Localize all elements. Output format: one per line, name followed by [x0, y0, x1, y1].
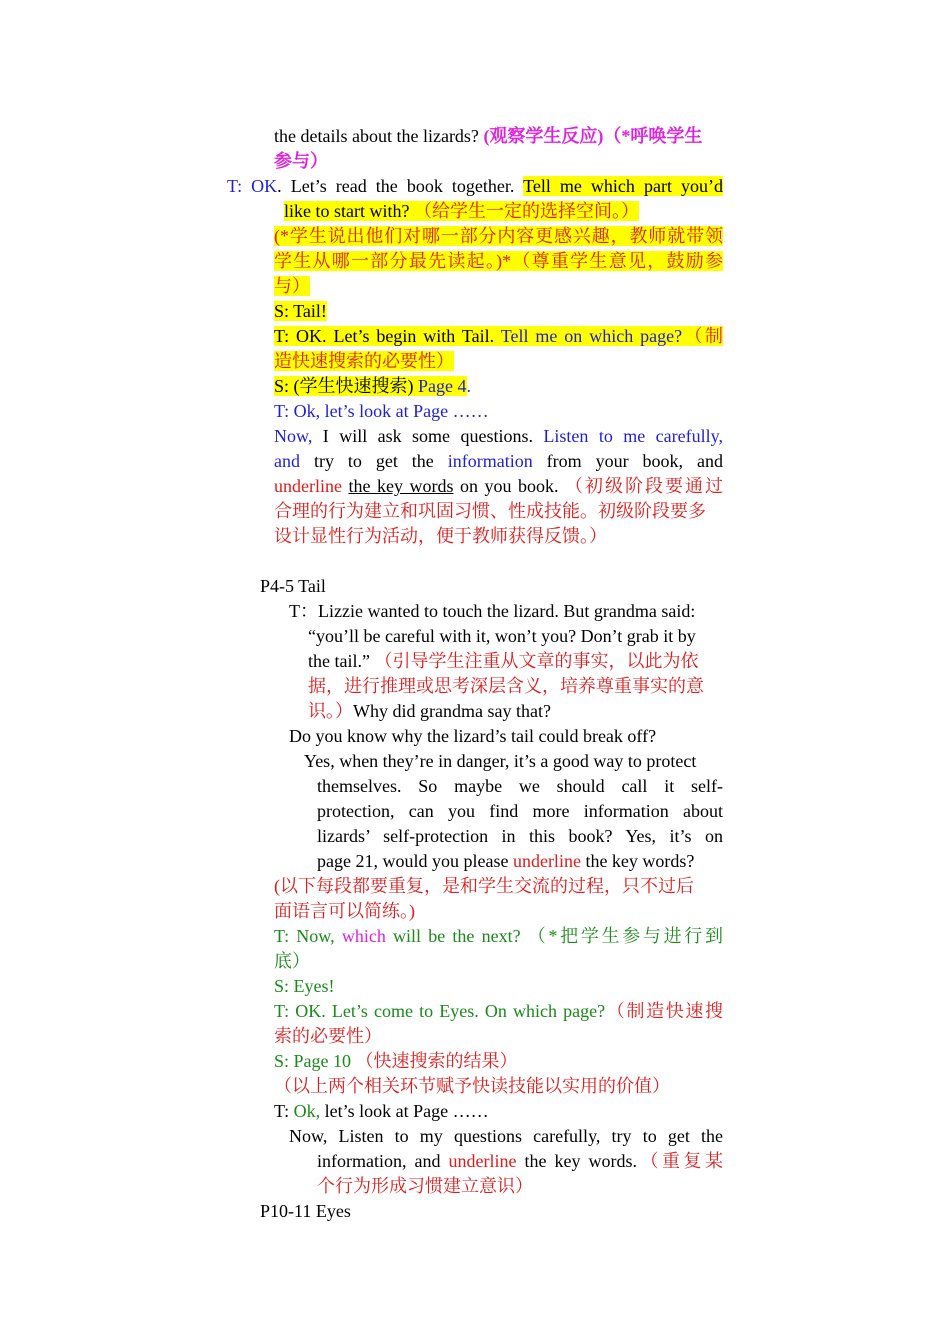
student-response: S: Page 10 [274, 1051, 356, 1071]
text-run: the key words. [516, 1151, 637, 1171]
annotation-note: （尊重学生意见，鼓励参 [511, 251, 723, 271]
text-run: page 21, would you please [317, 851, 513, 871]
text-line [274, 924, 723, 949]
text-run: Listen to me carefully, [543, 426, 723, 446]
text-run: T: Now, [274, 926, 342, 946]
text-line: T：Lizzie wanted to touch the lizard. But grandma said: [289, 601, 696, 621]
text-run: information, and [317, 1151, 449, 1171]
section-heading: P10-11 Eyes [260, 1201, 351, 1221]
text-line [284, 199, 639, 224]
text-run: the details about the lizards? [274, 126, 484, 146]
annotation-note: （制造快速搜 [605, 1001, 724, 1021]
text-run: on you book. [453, 476, 565, 496]
text-run: the tail.” [308, 651, 375, 671]
text-line [308, 649, 698, 674]
text-run: Now, [274, 426, 323, 446]
text-run: underline [274, 476, 342, 496]
text-line [274, 324, 723, 349]
annotation-note: (观察学生反应)（*呼唤学生 [483, 126, 703, 146]
highlighted-text: Tell me which part you’d [523, 176, 723, 196]
student-response: S: Tail! [274, 301, 327, 321]
highlighted-text: like to start with? [284, 201, 414, 221]
text-line [274, 349, 454, 374]
text-run: information [447, 451, 533, 471]
text-line [274, 274, 310, 299]
text-run: T: [274, 1101, 294, 1121]
text-line: “you’ll be careful with it, won’t you? Don’t grab it by [308, 626, 696, 646]
annotation-note: （给学生一定的选择空间。） [413, 201, 639, 221]
text-run: let’s look at Page …… [320, 1101, 489, 1121]
annotation-note: 参与） [274, 151, 328, 171]
text-run: . Let’s read the book together. [277, 176, 524, 196]
annotation-note: （初级阶段要通过 [565, 476, 724, 496]
annotation-note: 设计显性行为活动，便于教师获得反馈。） [274, 526, 607, 546]
text-line: T: Ok, let’s look at Page …… [274, 401, 489, 421]
annotation-note: (*学生说出他们对哪一部分内容更感兴趣，教师就带领 [274, 226, 723, 246]
text-run: underline [448, 1151, 517, 1171]
annotation-note: 合理的行为建立和巩固习惯、性成技能。初级阶段要多 [274, 501, 706, 521]
annotation-note: （引导学生注重从文章的事实，以此为依 [374, 651, 699, 671]
annotation-note: 面语言可以简练。) [274, 901, 415, 921]
text-run: underline [512, 851, 581, 871]
annotation-note: 个行为形成习惯建立意识） [317, 1176, 533, 1196]
text-line [274, 299, 327, 324]
text-run: and [274, 451, 300, 471]
annotation-note: （制 [682, 326, 723, 346]
underlined-text: the key words [348, 476, 454, 496]
annotation-note: 索的必要性） [274, 1026, 382, 1046]
text-line [274, 124, 702, 149]
text-run: will be the next? [385, 926, 528, 946]
text-run: . [466, 376, 471, 396]
text-run: which [341, 926, 386, 946]
text-line [274, 249, 723, 274]
text-line [274, 1049, 518, 1074]
text-run: the key words? [580, 851, 695, 871]
annotation-note: （重复某 [636, 1151, 723, 1171]
text-run: Ok, [293, 1101, 321, 1121]
highlighted-text: S: (学生快速搜索) [274, 376, 418, 396]
annotation-note: 据，进行推理或思考深层含义，培养尊重事实的意 [308, 676, 704, 696]
text-line [308, 699, 551, 724]
text-line: protection, can you find more information about [317, 801, 723, 821]
highlighted-text: T: OK. Let’s begin with Tail. [274, 326, 501, 346]
text-line: lizards’ self-protection in this book? Yes, it’s on [317, 826, 723, 846]
text-line [274, 449, 723, 474]
annotation-note: (以下每段都要重复，是和学生交流的过程，只不过后 [274, 876, 694, 896]
text-line: Do you know why the lizard’s tail could break off? [289, 726, 657, 746]
text-run: T: OK. Let’s come to Eyes. On which page? [274, 1001, 606, 1021]
annotation-note: 造快速搜索的必要性） [274, 351, 454, 371]
text-line [274, 374, 471, 399]
highlighted-text: Tell me on which page? [500, 326, 683, 346]
text-run: from your book, and [532, 451, 723, 471]
text-line [317, 849, 694, 874]
annotation-note: （快速搜索的结果） [355, 1051, 518, 1071]
text-line: Yes, when they’re in danger, it’s a good way to protect [304, 751, 697, 771]
text-line [274, 224, 723, 249]
text-run: try to get the [300, 451, 448, 471]
annotation-note: 识。） [308, 701, 353, 721]
text-line [274, 424, 723, 449]
annotation-note: 学生从哪一部分最先读起。)* [274, 251, 512, 271]
text-run: I will ask some questions. [322, 426, 544, 446]
text-line [274, 474, 723, 499]
student-response: S: Eyes! [274, 976, 335, 996]
text-line: Now, Listen to my questions carefully, try to get the [289, 1126, 723, 1146]
text-line [274, 1099, 489, 1124]
highlighted-text: Page 4 [418, 376, 467, 396]
annotation-note: 底） [274, 951, 310, 971]
text-run: Why did grandma say that? [353, 701, 551, 721]
annotation-note: 与） [274, 276, 310, 296]
text-line [317, 1149, 723, 1174]
annotation-note: （以上两个相关环节赋予快读技能以实用的价值） [274, 1076, 670, 1096]
text-line [227, 174, 723, 199]
speaker-label: T: OK [227, 176, 278, 196]
text-line [274, 999, 723, 1024]
text-line: themselves. So maybe we should call it self- [317, 776, 723, 796]
section-heading: P4-5 Tail [260, 576, 326, 596]
annotation-note: （*把学生参与进行到 [527, 926, 724, 946]
